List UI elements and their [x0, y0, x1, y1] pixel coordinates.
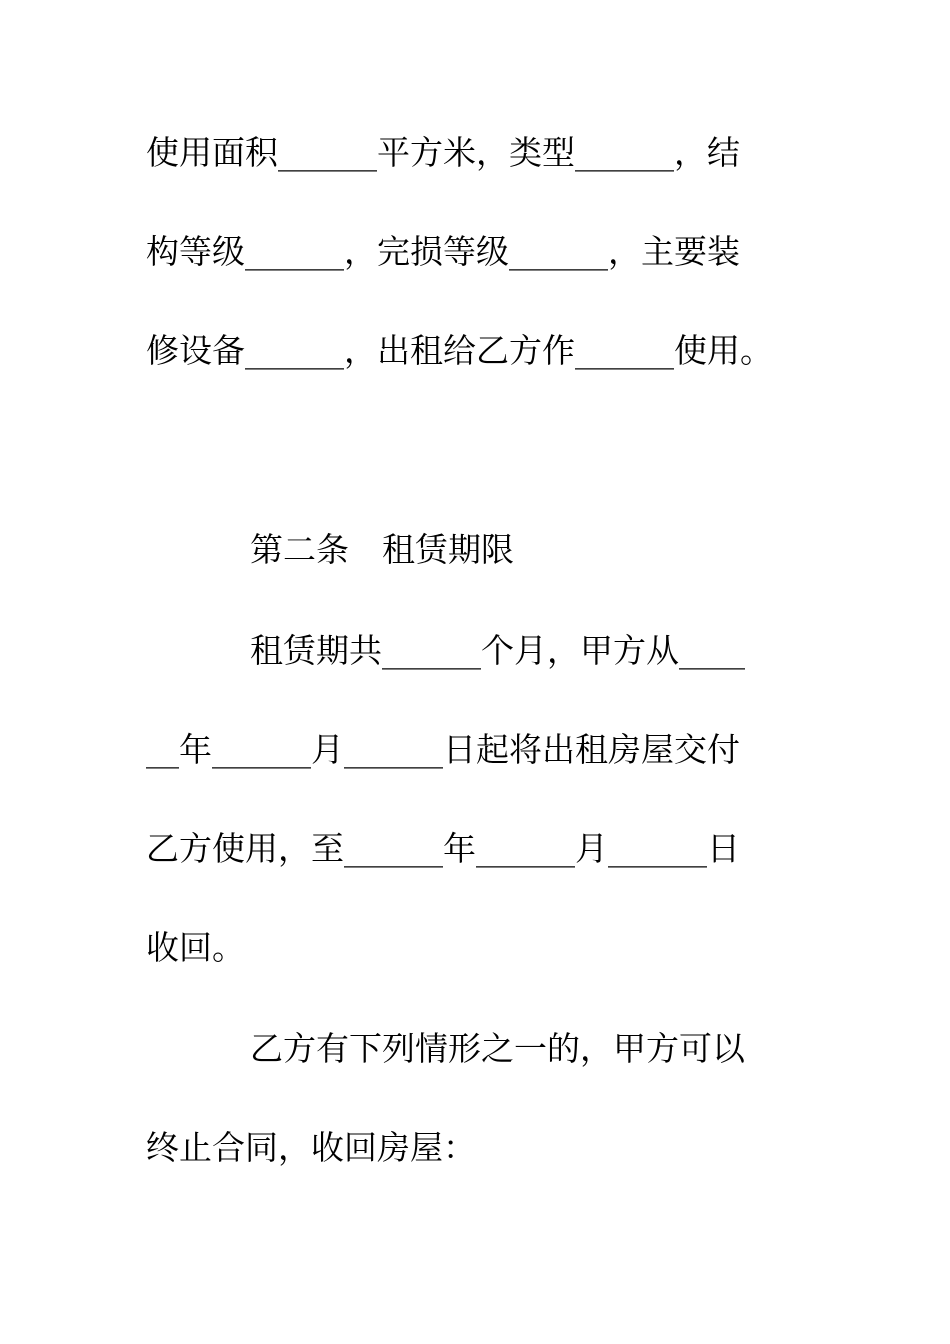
text-line-structure-grade: 构等级______，完损等级______，主要装	[146, 232, 740, 271]
text-line-terminate-contract: 终止合同，收回房屋：	[146, 1128, 476, 1167]
section-heading-lease-term: 第二条 租赁期限	[250, 530, 514, 569]
text-line-delivery-date: __年______月______日起将出租房屋交付	[146, 730, 740, 769]
text-line-lease-period: 租赁期共______个月，甲方从____	[250, 631, 745, 670]
text-line-termination-conditions: 乙方有下列情形之一的，甲方可以	[250, 1029, 745, 1068]
text-line-usage-area: 使用面积______平方米，类型______，结	[146, 133, 740, 172]
text-line-return-date: 乙方使用，至______年______月______日	[146, 829, 740, 868]
text-line-equipment-usage: 修设备______，出租给乙方作______使用。	[146, 331, 773, 370]
text-line-reclaim: 收回。	[146, 928, 245, 967]
